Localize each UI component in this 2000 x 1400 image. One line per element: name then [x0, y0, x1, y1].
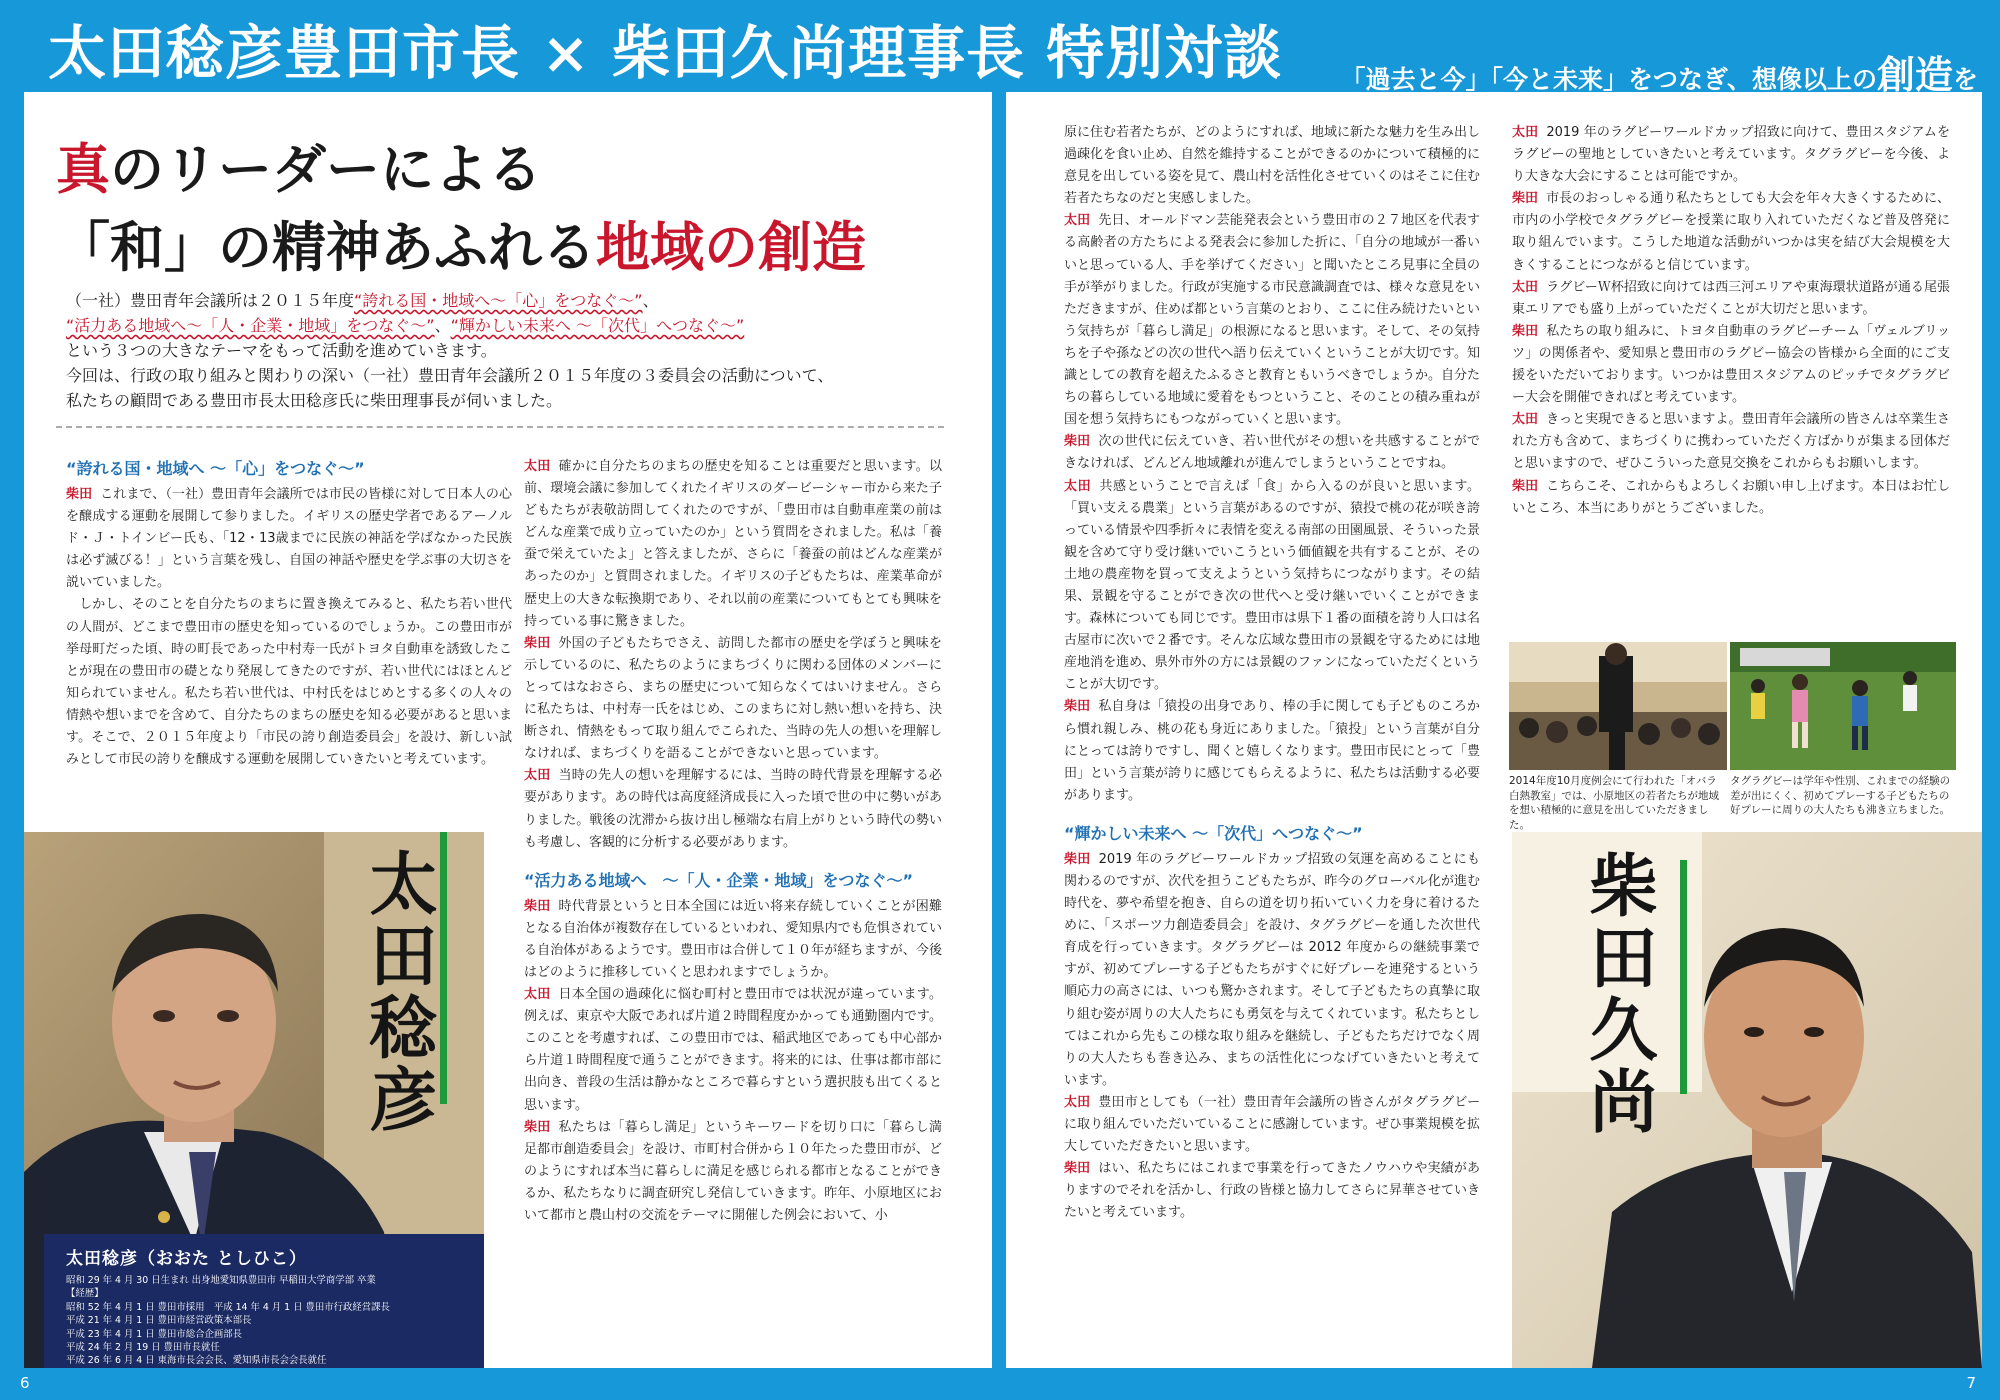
page-number-right: 7	[1966, 1374, 1976, 1392]
dialogue-paragraph	[524, 1117, 942, 1227]
section-title-3: “輝かしい未来へ ～「次代」へつなぐ～”	[1064, 823, 1363, 843]
slogan-big: 創造	[1876, 52, 1953, 97]
column-left-1	[66, 456, 512, 771]
dialogue-text: 市長のおっしゃる通り私たちとしても大会を年々大きくするために、市内の小学校でタグラグビーを授業に取り入れていただくなど普及啓発に取り組んでいます。こうした地道な活動がいつかは実を結び大会規模を大きくすることにつながると信じています。	[1512, 191, 1950, 273]
dialogue-text: 私たちの取り組みに、トヨタ自動車のラグビーチーム「ヴェルブリッツ」の関係者や、愛知県と豊田市のラグビー協会の皆様から全面的にご支援をいただいております。いつかは豊田スタジアムのピッチでタグラグビー大会を開催できればと考えています。	[1512, 323, 1950, 406]
profile-line: 昭和 52 年 4 月 1 日 豊田市採用 平成 14 年 4 月 1 日 豊田市行政経営課長	[66, 1301, 390, 1313]
dialogue-text: 共感ということで言えば「食」から入るのが良いと思います。「買い支える農業」という言葉があるのですが、猿投で桃の花が咲き誇っている情景や四季折々に表情を変える南部の田園風景、そういった景観を含めて守り受け継いでいこうという価値観を共有することが、その土地の農産物を買って支えようという気持ちにつながります。その結果、景観を守ることができ次の世代へと受け継いでいくことができます。森林についても同じです。豊田市は県下１番の面積を誇り人口は名古屋市に次いで２番です。そんな広域な豊田市の景観を守るためには地産地消を進め、県外市外の方には景観のファンになっていただくということが大切です。	[1064, 478, 1481, 693]
dialogue-text: 2019 年のラグビーワールドカップ招致に向けて、豊田スタジアムをラグビーの聖地としていきたいと考えています。タグラグビーを今後、より大きな大会にすることは可能ですか。	[1512, 125, 1950, 185]
speaker-label: 柴田	[1064, 1161, 1091, 1177]
profile-line: 平成 24 年 2 月 19 日 豊田市長就任	[66, 1342, 220, 1354]
profile-line: 平成 21 年 4 月 1 日 豊田市経営政策本部長	[66, 1315, 252, 1327]
speaker-label: 柴田	[1064, 851, 1091, 867]
speaker-label: 太田	[524, 768, 551, 784]
event-photo-tag-rugby	[1730, 642, 1956, 770]
speaker-label: 柴田	[1064, 699, 1091, 715]
speaker-label: 柴田	[524, 898, 551, 914]
dialogue-paragraph	[1064, 476, 1480, 697]
dialogue-paragraph	[524, 896, 942, 984]
dialogue-text: 時代背景というと日本全国には近い将来存続していくことが困難となる自治体が複数存在しているといわれ、愛知県内でも危惧されている自治体があるようです。豊田市は合併して１０年が経ちますが、今後はどのように推移していくと思われますでしょうか。	[524, 898, 942, 980]
dialogue-text: 次の世代に伝えていき、若い世代がその想いを共感することができなければ、どんどん地域離れが進んでしまうということですね。	[1064, 434, 1480, 472]
speaker-label: 柴田	[1512, 323, 1539, 339]
dialogue-paragraph	[524, 633, 942, 766]
caption-tag-rugby: タグラグビーは学年や性別、これまでの経験の差が出にくく、初めてプレーする子どもたちの好プレーに周りの大人たちも沸き立ちました。	[1730, 775, 1951, 816]
lead-theme-2: “活力ある地域へ～「人・企業・地域」をつなぐ～”	[66, 316, 435, 335]
speaker-label: 太田	[524, 987, 551, 1003]
slogan-post: を	[1952, 65, 1978, 94]
speaker-label: 太田	[1064, 213, 1091, 229]
dialogue-paragraph	[524, 765, 942, 853]
lead-text: （一社）豊田青年会議所は２０１５年度	[66, 291, 355, 310]
dialogue-paragraph	[1512, 122, 1950, 188]
section-title-1: “誇れる国・地域へ ～「心」をつなぐ～”	[66, 459, 365, 478]
ota-vertical-name: 太田稔彦	[358, 848, 438, 1136]
column-right-2	[1512, 122, 1950, 520]
profile-details	[66, 1274, 476, 1368]
speaker-label: 柴田	[524, 635, 551, 651]
profile-line: 平成 23 年 4 月 1 日 豊田市総合企画部長	[66, 1328, 242, 1340]
caption-seminar: 2014年度10月度例会にて行われた「オバラ白熱教室」では、小原地区の若者たちが地域を想い積極的に意見を出していただきました。	[1509, 775, 1719, 831]
dialogue-paragraph	[66, 594, 512, 771]
frame-bottom	[0, 1368, 2000, 1400]
dialogue-paragraph	[1512, 476, 1950, 520]
lead-sep: 、	[642, 291, 659, 310]
dialogue-paragraph	[524, 984, 942, 1117]
dialogue-paragraph	[524, 456, 942, 633]
header-title: 太田稔彦豊田市長 × 柴田久尚理事長 特別対談	[48, 19, 1283, 87]
profile-name: 太田稔彦（おおた としひこ）	[66, 1249, 307, 1269]
speaker-label: 柴田	[1512, 478, 1539, 494]
slogan-pre: 「過去と今」「今と未来」をつなぎ、想像以上の	[1340, 65, 1877, 94]
headline-red-word: 真	[56, 137, 110, 201]
lead-line	[66, 288, 946, 313]
dialogue-paragraph	[1064, 1158, 1480, 1224]
dialogue-paragraph	[1512, 321, 1950, 409]
headline-line2-text: 「和」の精神あふれる	[56, 215, 596, 279]
lead-line: 今回は、行政の取り組みと関わりの深い（一社）豊田青年会議所２０１５年度の３委員会の活動について、	[66, 366, 834, 385]
profile-line: 昭和 29 年 4 月 30 日生まれ 出身地愛知県豊田市 早稲田大学商学部 卒業	[66, 1275, 376, 1286]
dialogue-paragraph	[1064, 431, 1480, 475]
lead-theme-3: “輝かしい未来へ ～「次代」へつなぐ～”	[450, 316, 745, 335]
speaker-label: 柴田	[524, 1119, 551, 1135]
dialogue-text: 日本全国の過疎化に悩む町村と豊田市では状況が違っています。例えば、東京や大阪であれば片道２時間程度かかっても通勤圏内です。このことを考慮すれば、この豊田市では、稲武地区であっても中心部から片道１時間程度で通うことができます。将来的には、仕事は都市部に出向き、普段の生活は静かなところで暮らすという選択肢も出てくると思います。	[524, 987, 942, 1113]
speaker-label: 太田	[524, 459, 551, 474]
dialogue-paragraph	[1512, 409, 1950, 475]
center-gutter	[992, 92, 1006, 1368]
spacer	[524, 854, 942, 868]
dialogue-text: ラグビーＷ杯招致に向けては西三河エリアや東海環状道路が通る尾張東エリアでも盛り上がっていただくことが大切だと思います。	[1512, 279, 1950, 317]
lead-line	[66, 313, 946, 338]
speaker-label: 柴田	[1512, 191, 1539, 207]
lead-paragraph	[66, 288, 946, 413]
column-right-1	[1064, 122, 1480, 1225]
dialogue-text: はい、私たちにはこれまで事業を行ってきたノウハウや実績がありますのでそれを活かし、行政の皆様と協力してさらに昇華させていきたいと考えています。	[1064, 1161, 1481, 1221]
lead-line: 私たちの顧問である豊田市長太田稔彦氏に柴田理事長が伺いました。	[66, 391, 563, 410]
dialogue-paragraph	[1064, 1092, 1480, 1158]
shibata-accent-bar	[1680, 860, 1687, 1094]
lead-sep: 、	[434, 316, 451, 335]
spacer	[1064, 807, 1480, 821]
speaker-label: 柴田	[1064, 434, 1091, 450]
headline-line-2	[56, 208, 866, 286]
dialogue-text: しかし、そのことを自分たちのまちに置き換えてみると、私たち若い世代の人間が、どこまで豊田市の歴史を知っているのでしょうか。この豊田市が挙母町だった頃、時の町長であった中村寿一氏がトヨタ自動車を誘致したことが現在の豊田市の礎となり発展してきたのですが、若い世代にはほとんど知られていません。私たち若い世代は、中村氏をはじめとする多くの人々の情熱や想いまでを含めて、自分たちのまちの歴史を知る必要があると思います。そこで、２０１５年度より「市民の誇り創造委員会」を設け、新しい試みとして市民の誇りを醸成する運動を展開していきたいと考えています。	[66, 597, 512, 768]
frame-left	[0, 0, 24, 1400]
lead-line: という３つの大きなテーマをもって活動を進めていきます。	[66, 341, 497, 360]
dialogue-text: これまで、（一社）豊田青年会議所では市民の皆様に対して日本人の心を醸成する運動を展開して参りました。イギリスの歴史学者であるアーノルド・Ｊ・トインビー氏も、「12・13歳までに民族の神話を学ばなかった民族は必ず滅びる！」という言葉を残し、自国の神話や歴史を学ぶ事の大切さを説いていました。	[66, 487, 512, 591]
headline	[56, 130, 866, 286]
frame-right	[1982, 0, 2000, 1400]
speaker-label: 太田	[1512, 125, 1539, 140]
dialogue-paragraph	[1064, 210, 1480, 431]
dialogue-text: 当時の先人の想いを理解するには、当時の時代背景を理解する必要があります。あの時代は高度経済成長に入った頃で世の中に勢いがありました。戦後の沈滞から抜け出し極端な右肩上がりという時代の勢いも考慮し、客観的に分析する必要があります。	[524, 768, 942, 850]
dialogue-paragraph	[1512, 277, 1950, 321]
lead-theme-1: “誇れる国・地域へ～「心」をつなぐ～”	[354, 291, 643, 310]
profile-box	[44, 1234, 484, 1368]
speaker-label: 太田	[1512, 279, 1539, 295]
dialogue-paragraph	[1064, 696, 1480, 806]
dialogue-text: 外国の子どもたちでさえ、訪問した都市の歴史を学ぼうと興味を示しているのに、私たちのようにまちづくりに関わる団体のメンバーにとってはなおさら、まちの歴史について知らなくてはいけません。さらに私たちは、中村寿一氏をはじめ、このまちに対し熱い想いを持ち、決断され、情熱をもって取り組んでこられた、当時の先人の想いを理解しなければ、まちづくりを語ることができないと思っています。	[524, 635, 942, 762]
dialogue-text: 私たちは「暮らし満足」というキーワードを切り口に「暮らし満足都市創造委員会」を設け、市町村合併から１０年たった豊田市が、どのようにすれば本当に暮らしに満足を感じられる都市となることができるか、私たちなりに調査研究し発信していきます。昨年、小原地区において都市と農山村の交流をテーマに開催した例会において、小	[524, 1119, 942, 1223]
header-slogan	[1340, 44, 1978, 99]
shibata-vertical-name: 柴田久尚	[1578, 850, 1658, 1138]
dialogue-text: 確かに自分たちのまちの歴史を知ることは重要だと思います。以前、環境会議に参加してくれたイギリスのダービーシャー市から来た子どもたちが表敬訪問してくれたのですが、「豊田市は自動車産業の前はどんな産業で成り立っていたのか」という質問をされました。私は「養蚕で栄えていたよ」と答えましたが、さらに「養蚕の前はどんな産業があったのか」と質問されました。イギリスの子どもたちは、産業革命が歴史上の大きな転換期であり、それ以前の産業についてもとても興味を持っている事に驚きました。	[524, 459, 942, 629]
event-photo-seminar	[1509, 642, 1727, 770]
page-number-left: 6	[20, 1374, 30, 1392]
tag-rugby-photo-image	[1730, 642, 1956, 770]
dialogue-text: 豊田市としても（一社）豊田青年会議所の皆さんがタグラグビーに取り組んでいただいていることに感謝しています。ぜひ事業規模を拡大していただきたいと思います。	[1064, 1094, 1480, 1155]
dialogue-paragraph: 原に住む若者たちが、どのようにすれば、地域に新たな魅力を生み出し過疎化を食い止め、自然を維持することができるのかについて積極的に意見を出している姿を見て、農山村を活性化させていくのはそこに住む若者たちなのだと実感しました。	[1064, 125, 1481, 207]
profile-line: 【経歴】	[66, 1288, 104, 1300]
dialogue-paragraph	[1064, 849, 1480, 1092]
profile-line: 平成 26 年 6 月 4 日 東海市長会会長、愛知県市長会会長就任	[66, 1355, 327, 1367]
headline-line1-text: のリーダーによる	[110, 137, 542, 201]
seminar-photo-image	[1509, 642, 1727, 770]
ota-accent-bar	[440, 832, 447, 1104]
dialogue-paragraph	[1512, 188, 1950, 276]
speaker-label: 太田	[1064, 1094, 1091, 1110]
dialogue-text: きっと実現できると思いますよ。豊田青年会議所の皆さんは卒業生された方も含めて、まちづくりに携わっていただく方ばかりが集まる団体だと思いますので、ぜひこういった意見交換をこれからもお願いします。	[1512, 412, 1950, 472]
speaker-label: 太田	[1064, 478, 1092, 494]
dialogue-text: 私自身は「猿投の出身であり、棒の手に関しても子どものころから慣れ親しみ、桃の花も身近にありました。「猿投」という言葉が自分にとっては誇りですし、聞くと嬉しくなります。豊田市民にとって「豊田」という言葉が誇りに感じてもらえるように、私たちは活動する必要があります。	[1064, 699, 1481, 803]
dashed-divider	[56, 426, 944, 428]
speaker-label: 太田	[1512, 412, 1539, 428]
section-title-2: “活力ある地域へ ～「人・企業・地域」をつなぐ～”	[524, 870, 914, 890]
headline-line-1	[56, 130, 866, 208]
dialogue-text: こちらこそ、これからもよろしくお願い申し上げます。本日はお忙しいところ、本当にありがとうございました。	[1512, 478, 1950, 516]
dialogue-text: 先日、オールドマン芸能発表会という豊田市の２７地区を代表する高齢者の方たちによる発表会に参加した折に、「自分の地域が一番いいと思っている人、手を挙げてください」と聞いたところ見事に全員の手が挙がりました。行政が実施する市民意識調査では、様々な意見をいただきますが、住めば都という言葉のとおり、ここに住み続けたいという気持ちが「暮らし満足」の根源になると思います。そして、その気持ちを子や孫などの次の世代へ語り伝えていくということが大切です。知識としての教育を超えたふるさと教育ともいうべきでしょうか。自分たちの暮らしている地域に愛着をもつということ、そのことの積み重ねが国を想う気持ちにもつながっていくと思います。	[1064, 213, 1481, 428]
dialogue-paragraph	[66, 484, 512, 594]
column-left-2	[524, 456, 942, 1227]
dialogue-text: 2019 年のラグビーワールドカップ招致の気運を高めることにも関わるのですが、次代を担うこどもたちが、昨今のグローバル化が進む時代を、夢や希望を抱き、自らの道を切り拓いていく力を身に着けるために、「スポーツ力創造委員会」を設け、タグラグビーを通した次世代育成を行っていきます。タグラグビーは 2012 年度からの継続事業ですが、初めてプレーする子どもたちがすぐに好プレーを連発するという順応力の高さには、いつも驚かされます。そして子どもたちの真摯に取り組む姿が周りの大人たちにも勇気を与えてくれています。私たちとしてはこれから先もこの様な取り組みを継続し、子どもたちだけでなく周りの大人たちも巻き込み、まちの活性化につなげていきたいと考えています。	[1064, 851, 1481, 1088]
headline-red-phrase: 地域の創造	[596, 215, 866, 279]
speaker-label: 柴田	[66, 487, 93, 502]
